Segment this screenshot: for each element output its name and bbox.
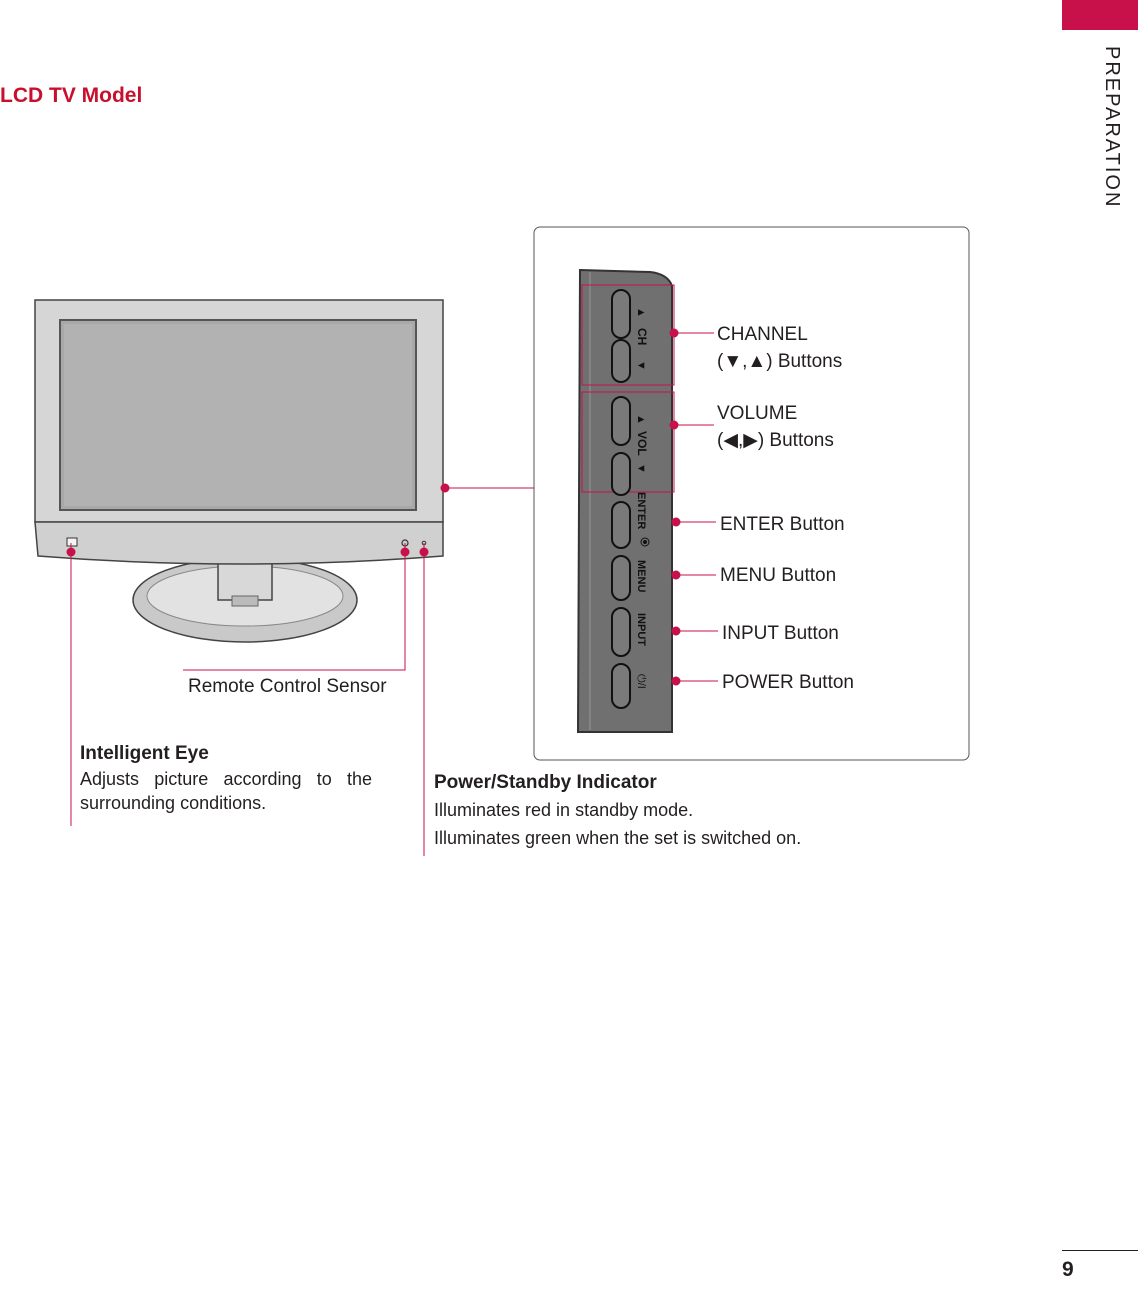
remote-sensor-callout: Remote Control Sensor xyxy=(188,676,387,697)
ch-label: CH xyxy=(635,328,649,346)
ch-down-arrow-icon: ▼ xyxy=(635,360,647,371)
channel-callout-line2: (▼,▲) Buttons xyxy=(717,351,843,372)
input-key xyxy=(612,608,630,656)
power-key xyxy=(612,664,630,708)
side-tab-label: PREPARATION xyxy=(1101,46,1123,209)
menu-key xyxy=(612,556,630,600)
intelligent-eye-sensor xyxy=(67,538,77,546)
power-symbol-icon: ⏻/I xyxy=(635,674,647,689)
page-number: 9 xyxy=(1062,1258,1074,1281)
menu-callout: MENU Button xyxy=(720,565,837,586)
enter-label: ENTER xyxy=(635,492,647,530)
enter-callout: ENTER Button xyxy=(720,514,845,535)
vol-up-key xyxy=(612,397,630,445)
side-panel-body xyxy=(578,270,672,732)
vol-down-arrow-icon: ▼ xyxy=(635,463,647,474)
power-indicator-line2: Illuminates green when the set is switched on. xyxy=(434,828,802,848)
tv-stand-neck xyxy=(218,560,272,600)
power-indicator-line1: Illuminates red in standby mode. xyxy=(434,800,694,820)
tv-bottom-bezel xyxy=(35,522,443,564)
menu-label: MENU xyxy=(635,560,647,593)
channel-callout-line1: CHANNEL xyxy=(717,324,808,345)
vol-down-key xyxy=(612,453,630,495)
intelligent-eye-description: Adjusts picture according to the surrounding conditions. xyxy=(80,769,372,813)
ch-up-arrow-icon: ▲ xyxy=(635,307,647,318)
intelligent-eye-block xyxy=(80,741,372,815)
intelligent-eye-title: Intelligent Eye xyxy=(80,743,209,764)
tv-illustration xyxy=(35,300,443,642)
input-callout: INPUT Button xyxy=(722,623,839,644)
enter-key xyxy=(612,502,630,548)
input-label: INPUT xyxy=(635,613,647,646)
ch-down-key xyxy=(612,340,630,382)
ch-up-key xyxy=(612,290,630,338)
power-callout: POWER Button xyxy=(722,672,854,693)
volume-callout-line1: VOLUME xyxy=(717,403,798,424)
vol-label: VOL xyxy=(635,431,649,456)
volume-callout-line2: (◀,▶) Buttons xyxy=(717,430,834,451)
power-indicator-title: Power/Standby Indicator xyxy=(434,772,657,793)
vol-up-arrow-icon: ▲ xyxy=(635,414,647,425)
side-panel xyxy=(578,270,674,732)
section-title: LCD TV Model xyxy=(0,84,143,107)
power-indicator-block xyxy=(434,770,894,852)
